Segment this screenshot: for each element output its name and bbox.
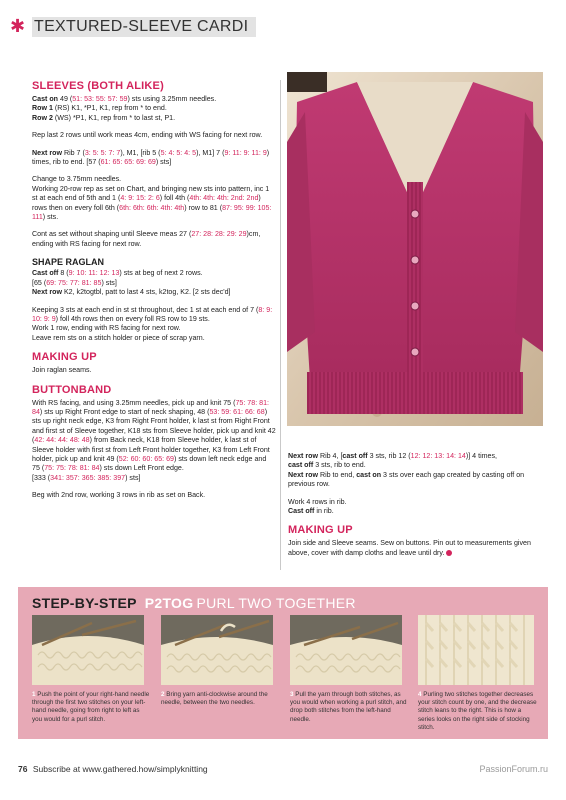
step-3-photo bbox=[290, 615, 402, 685]
change-needles: Change to 3.75mm needles. bbox=[32, 175, 122, 184]
buttonband-count: [333 (341: 357: 365: 385: 397) sts] bbox=[32, 473, 141, 482]
left-column bbox=[32, 80, 276, 509]
working-chart: Working 20-row rep as set on Chart, and bringing new sts into pattern, inc 1 st at each end of 5th and 1 (4: 9: 15: 2: 6) foll 4th (4th: 4th: 4th: 2nd: 2nd) rows then on every foll 6th (6th: 6th: 6th: 4th: 4th) row to 81 (87: 95: 99: 105: 111) sts. bbox=[32, 184, 272, 222]
row1-line: Row 1 (RS) K1, *P1, K1, rep from * to end. bbox=[32, 104, 167, 113]
cardigan-photo bbox=[287, 72, 543, 426]
raglan-next-row: Next row K2, k2togtbl, patt to last 4 sts, k2tog, K2. [2 sts dec'd] bbox=[32, 288, 231, 297]
work-4-rows: Work 4 rows in rib. bbox=[288, 497, 347, 506]
right-column bbox=[288, 452, 540, 566]
buttonband-heading: BUTTONBAND bbox=[32, 383, 112, 396]
work-row-text: Work 1 row, ending with RS facing for next row. bbox=[32, 324, 181, 333]
leave-text: Leave rem sts on a stitch holder or piece of scrap yarn. bbox=[32, 333, 205, 342]
making-up-heading-1: MAKING UP bbox=[32, 351, 97, 364]
next-row-cast-on: Next row Rib to end, cast on 3 sts over each gap created by casting off on previous row. bbox=[288, 470, 525, 489]
step-2-photo bbox=[161, 615, 273, 685]
step-by-step-heading: STEP-BY-STEP P2TOG PURL TWO TOGETHER bbox=[32, 595, 356, 611]
stitch-count-line: [65 (69: 75: 77: 81: 85) sts] bbox=[32, 278, 117, 287]
asterisk-icon: ✱ bbox=[10, 16, 26, 36]
step-4-caption: 4 Purling two stitches together decreases your stitch count by one, and the decrease stitch leans to the right. This is how a series looks on the right side of stocking stitch. bbox=[418, 691, 537, 731]
cast-off-in-rib: Cast off in rib. bbox=[288, 507, 334, 516]
beg-text: Beg with 2nd row, working 3 rows in rib as set on Back. bbox=[32, 491, 206, 500]
yarn-ball-end-icon bbox=[446, 550, 452, 556]
shape-raglan-heading: SHAPE RAGLAN bbox=[32, 257, 105, 268]
cont-text: Cont as set without shaping until Sleeve meas 27 (27: 28: 28: 29: 29)cm, ending with RS facing for next row. bbox=[32, 230, 261, 248]
next-row-buttonholes: Next row Rib 4, [cast off 3 sts, rib 12 (12: 12: 13: 14: 14)] 4 times, bbox=[288, 452, 498, 460]
step-1-photo bbox=[32, 615, 144, 685]
watermark: PassionForum.ru bbox=[479, 764, 548, 774]
column-divider bbox=[280, 80, 281, 570]
cast-off-rib-end: cast off 3 sts, rib to end. bbox=[288, 461, 366, 470]
sleeves-heading: SLEEVES (BOTH ALIKE) bbox=[32, 80, 164, 92]
buttonband-text: With RS facing, and using 3.25mm needles, pick up and knit 75 (75: 78: 81: 84) sts up Right Front edge to start of neck shaping, 48 (53: 59: 61: 66: 68) sts up right neck edge, K3 from Right Front holder, k last st from Right Front and first st of Sleeve together, K18 sts from Sleeve holder, pick up and knit 42 (42: 44: 44: 48: 48) from Back neck, K18 from Sleeve holder, k last st of Sleeve holder with first st from Left Front holder together, K3 from Left Front holder, pick up and knit 49 (52: 60: 60: 65: 69) sts down left neck edge and 75 (75: 75: 78: 81: 84) sts down Left Front edge. bbox=[32, 398, 276, 473]
page-title: TEXTURED-SLEEVE CARDI bbox=[32, 17, 256, 37]
making-up-text-2: Join side and Sleeve seams. Sew on buttons. Pin out to measurements given above, cover with damp cloths and leave until dry. bbox=[288, 539, 531, 557]
subscribe-link[interactable]: Subscribe at www.gathered.how/simplyknitting bbox=[32, 764, 208, 774]
step-by-step-section bbox=[18, 587, 548, 739]
cast-off-line: Cast off 8 (9: 10: 11: 12: 13) sts at beg of next 2 rows. bbox=[32, 269, 203, 278]
cardigan-illustration bbox=[287, 72, 543, 426]
step-2-caption: 2 Bring yarn anti-clockwise around the needle, between the two needles. bbox=[161, 691, 268, 707]
keeping-text: Keeping 3 sts at each end in st st throughout, dec 1 st at each end of 7 (8: 9: 10: 9: 9) foll 4th rows then on every foll RS row to 19 sts. bbox=[32, 305, 273, 323]
next-row-inc: Next row Rib 7 (3: 5: 5: 7: 7), M1, [rib 5 (5: 4: 5: 4: 5), M1] 7 (9: 11: 9: 11: 9) times, rib to end. [57 (61: 65: 65: 69: 69) sts] bbox=[32, 148, 270, 167]
step-4-photo bbox=[418, 615, 534, 685]
rep-text: Rep last 2 rows until work meas 4cm, ending with WS facing for next row. bbox=[32, 131, 263, 140]
making-up-text-1: Join raglan seams. bbox=[32, 366, 92, 375]
step-3-caption: 3 Pull the yarn through both stitches, as you would when working a purl stitch, and drop both stitches from the left-hand needle. bbox=[290, 691, 407, 723]
row2-line: Row 2 (WS) *P1, K1, rep from * to last st, P1. bbox=[32, 113, 176, 122]
page-footer bbox=[18, 762, 548, 776]
step-1-caption: 1 Push the point of your right-hand needle through the first two stitches on your left-hand needle, going from right to left as you would for a purl stitch. bbox=[32, 691, 150, 723]
cast-on-line: Cast on 49 (51: 53: 55: 57: 59) sts using 3.25mm needles. bbox=[32, 95, 217, 103]
making-up-heading-2: MAKING UP bbox=[288, 524, 353, 537]
page-header bbox=[0, 16, 566, 36]
page-number: 76 bbox=[18, 764, 28, 774]
